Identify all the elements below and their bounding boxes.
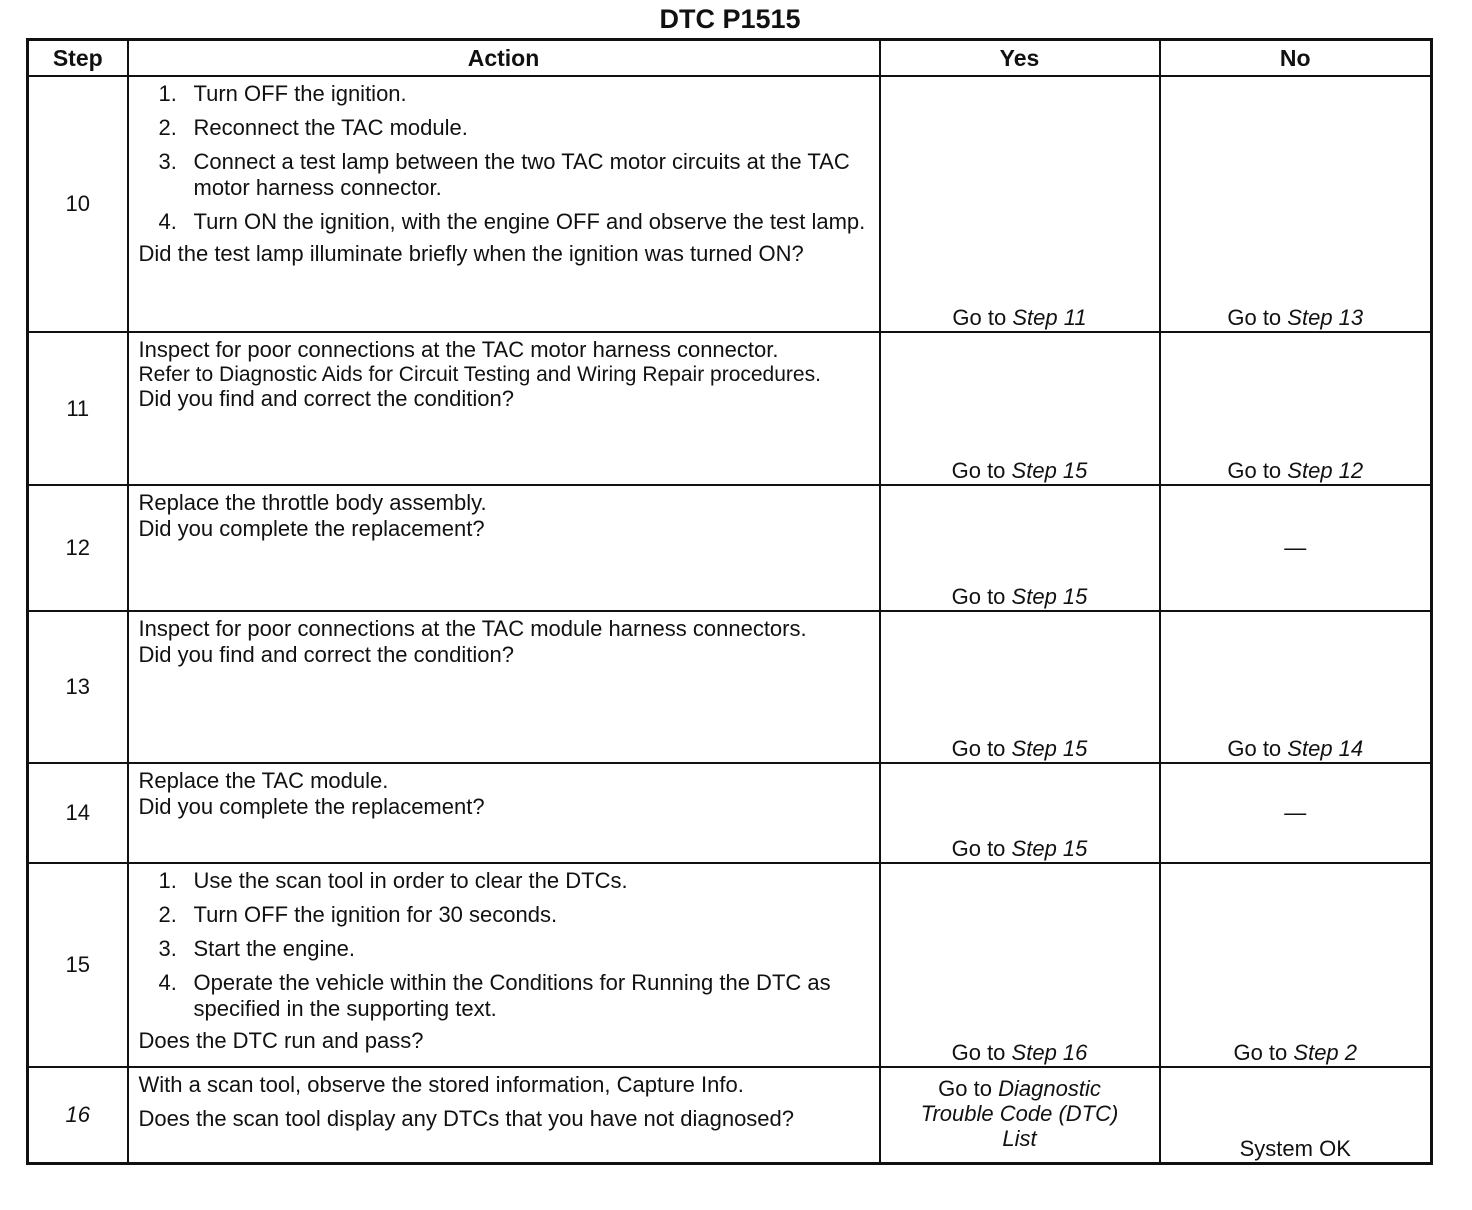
list-item — [158, 81, 869, 107]
list-number: 2. — [158, 115, 177, 140]
action-text: Replace the TAC module. — [138, 768, 389, 793]
action-cell — [128, 76, 880, 332]
list-item — [158, 209, 869, 235]
table-row-step-15 — [28, 863, 1432, 1067]
step-link[interactable]: Step 2 — [1293, 1040, 1358, 1065]
list-number: 3. — [158, 936, 177, 961]
no-cell — [1160, 332, 1432, 485]
table-row-step-16 — [28, 1067, 1432, 1163]
list-text: Operate the vehicle within the Conditions for Running the DTC as specified in the supporting text. — [193, 970, 831, 1021]
list-item — [158, 902, 869, 928]
yes-cell — [880, 763, 1160, 863]
goto-text: Go to — [1227, 458, 1282, 483]
action-question: Does the scan tool display any DTCs that you have not diagnosed? — [138, 1106, 795, 1131]
action-cell — [128, 763, 880, 863]
list-text: Turn OFF the ignition for 30 seconds. — [193, 902, 558, 927]
step-link[interactable]: Step 15 — [1011, 836, 1088, 861]
step-link[interactable]: Step 12 — [1287, 458, 1364, 483]
list-text: Turn OFF the ignition. — [193, 81, 407, 106]
step-link[interactable]: Step 14 — [1287, 736, 1364, 761]
step-number: 13 — [28, 611, 128, 763]
table-row-step-12 — [28, 485, 1432, 611]
goto-text: Go to — [1233, 1040, 1288, 1065]
action-note: Refer to Diagnostic Aids for Circuit Testing and Wiring Repair procedures. — [138, 363, 821, 386]
action-text: Replace the throttle body assembly. — [138, 490, 487, 515]
list-text: Connect a test lamp between the two TAC motor circuits at the TAC motor harness connector. — [193, 149, 850, 200]
goto-text: Go to — [952, 305, 1007, 330]
table-header-row — [28, 40, 1432, 77]
goto-text: Go to — [951, 458, 1006, 483]
action-question: Does the DTC run and pass? — [138, 1028, 424, 1053]
yes-cell — [880, 485, 1160, 611]
action-cell — [128, 1067, 880, 1163]
dtc-list-link[interactable]: Diagnostic Trouble Code (DTC) List — [920, 1076, 1119, 1151]
step-number: 12 — [28, 485, 128, 611]
action-text: With a scan tool, observe the stored information, Capture Info. — [138, 1072, 744, 1097]
action-question: Did you find and correct the condition? — [138, 386, 514, 411]
table-row-step-13 — [28, 611, 1432, 763]
list-number: 1. — [158, 868, 177, 893]
goto-text: Go to — [951, 836, 1006, 861]
list-number: 1. — [158, 81, 177, 106]
step-number: 15 — [28, 863, 128, 1067]
goto-text: Go to — [1227, 736, 1282, 761]
no-cell: — — [1160, 763, 1432, 863]
action-question: Did you complete the replacement? — [138, 794, 485, 819]
step-number: 10 — [28, 76, 128, 332]
page-title: DTC P1515 — [659, 4, 801, 34]
dtc-table — [26, 38, 1433, 1165]
action-question: Did you find and correct the condition? — [138, 642, 514, 667]
list-number: 4. — [158, 970, 177, 995]
list-item — [158, 868, 869, 894]
goto-text: Go to — [951, 736, 1006, 761]
action-question: Did the test lamp illuminate briefly when the ignition was turned ON? — [138, 241, 804, 266]
step-number: 14 — [28, 763, 128, 863]
action-cell — [128, 332, 880, 485]
action-steps-list — [139, 81, 869, 241]
step-link[interactable]: Step 15 — [1011, 458, 1088, 483]
list-item — [158, 970, 869, 1022]
action-cell — [128, 611, 880, 763]
action-steps-list — [139, 868, 869, 1028]
list-item — [158, 115, 869, 141]
goto-text: Go to — [951, 1040, 1006, 1065]
list-text: Turn ON the ignition, with the engine OFF and observe the test lamp. — [193, 209, 866, 234]
yes-cell — [880, 1067, 1160, 1163]
action-question: Did you complete the replacement? — [138, 516, 485, 541]
list-text: Use the scan tool in order to clear the DTCs. — [193, 868, 628, 893]
list-item — [158, 936, 869, 962]
goto-text: Go to — [1227, 305, 1282, 330]
header-action: Action — [128, 40, 880, 77]
list-text: Reconnect the TAC module. — [193, 115, 468, 140]
step-link[interactable]: Step 13 — [1287, 305, 1364, 330]
action-text: Inspect for poor connections at the TAC motor harness connector. — [138, 337, 779, 362]
header-no: No — [1160, 40, 1432, 77]
table-row-step-11 — [28, 332, 1432, 485]
no-cell: — — [1160, 485, 1432, 611]
table-row-step-14 — [28, 763, 1432, 863]
step-link[interactable]: Step 11 — [1012, 305, 1087, 330]
header-yes: Yes — [880, 40, 1160, 77]
yes-cell — [880, 863, 1160, 1067]
no-cell — [1160, 611, 1432, 763]
list-number: 2. — [158, 902, 177, 927]
list-number: 3. — [158, 149, 177, 174]
step-number: 16 — [28, 1067, 128, 1163]
action-text: Inspect for poor connections at the TAC module harness connectors. — [138, 616, 807, 641]
step-link[interactable]: Step 15 — [1011, 584, 1088, 609]
step-link[interactable]: Step 16 — [1011, 1040, 1088, 1065]
header-step: Step — [28, 40, 128, 77]
list-item — [158, 149, 869, 201]
no-cell — [1160, 76, 1432, 332]
goto-text: Go to — [951, 584, 1006, 609]
yes-cell — [880, 76, 1160, 332]
list-number: 4. — [158, 209, 177, 234]
action-cell — [128, 485, 880, 611]
table-row-step-10 — [28, 76, 1432, 332]
list-text: Start the engine. — [193, 936, 355, 961]
no-cell: System OK — [1160, 1067, 1432, 1163]
step-link[interactable]: Step 15 — [1011, 736, 1088, 761]
goto-text: Go to — [938, 1076, 992, 1101]
yes-cell — [880, 332, 1160, 485]
yes-cell — [880, 611, 1160, 763]
step-number: 11 — [28, 332, 128, 485]
action-cell — [128, 863, 880, 1067]
no-cell — [1160, 863, 1432, 1067]
